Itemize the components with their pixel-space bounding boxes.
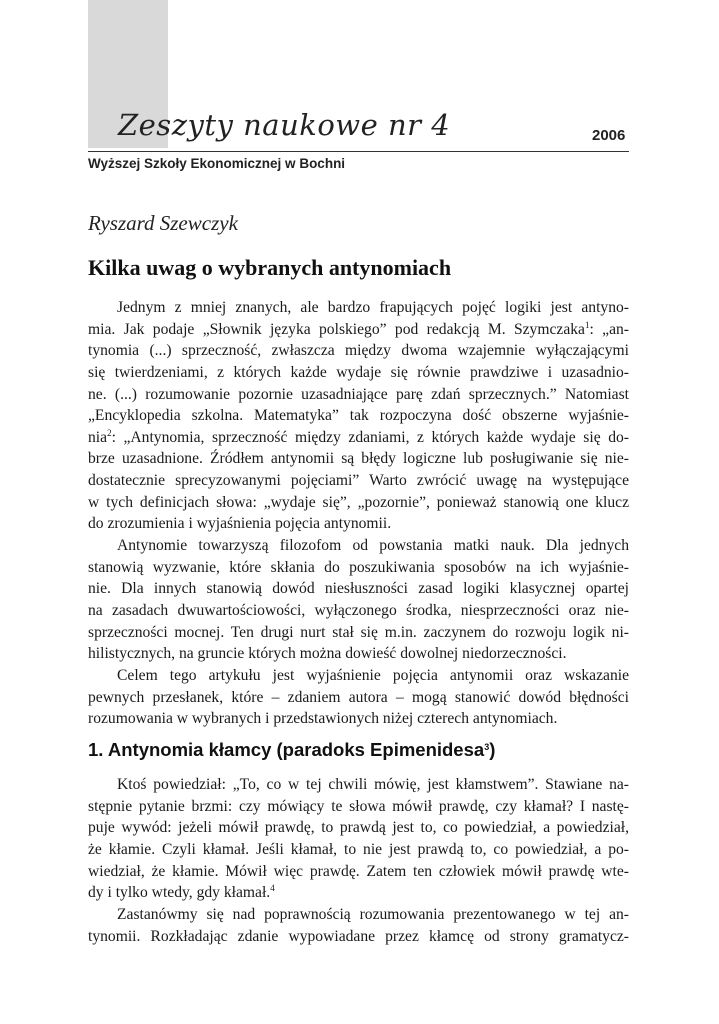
article-author: Ryszard Szewczyk bbox=[88, 211, 238, 235]
text-line: się twierdzeniami, z których każde wydaje się równie prawdziwe i uzasadnio- bbox=[88, 363, 629, 381]
paragraph-5 bbox=[88, 904, 629, 947]
text-line: tynomia (...) sprzeczność, zwłaszcza między dwoma wzajemnie wyłączającymi bbox=[88, 342, 629, 360]
text-line: dostatecznie sprecyzowanymi pojęciami” Warto zwrócić uwagę na występujące bbox=[88, 472, 629, 490]
text-line: w tych definicjach słowa: „wydaje się”, „pozornie”, ponieważ stanowią one klucz bbox=[88, 493, 629, 511]
text-line: tynomii. Rozkładając zdanie wypowiadane przez kłamcę od strony gramatycz- bbox=[88, 927, 629, 945]
text-line: hilistycznych, na gruncie których można dowieść dowolnej niedorzeczności. bbox=[88, 645, 567, 663]
text-line: Zastanówmy się nad poprawnością rozumowania prezentowanego w tej an- bbox=[117, 906, 629, 923]
paragraph-intro bbox=[88, 297, 629, 535]
paragraph-3 bbox=[88, 665, 629, 730]
text-line: brze uzasadnione. Źródłem antynomii są błędy logiczne lub posługiwanie się nie- bbox=[88, 450, 629, 468]
text-line: mia. Jak podaje „Słownik języka polskiego” pod redakcją M. Szymczaka$^1$: „an- bbox=[88, 319, 629, 338]
text-line: nie. Dla innych stanowią dowód niesłuszności zasad logiki klasycznej opartej bbox=[88, 580, 629, 598]
text-line: Ktoś powiedział: „To, co w tej chwili mówię, jest kłamstwem”. Stawiane na- bbox=[117, 776, 629, 793]
section-heading: 1. Antynomia kłamcy (paradoks Epimenidesa$^3$) bbox=[88, 739, 496, 760]
footnote-ref: 4 bbox=[270, 883, 275, 894]
text-line: stanowią wyzwanie, które skłania do poszukiwania sposobów na ich wyjaśnie- bbox=[88, 558, 629, 576]
text-line: „Encyklopedia szkolna. Matematyka” tak rozpoczyna dość obszerne wyjaśnie- bbox=[88, 407, 629, 425]
text-line: Celem tego artykułu jest wyjaśnienie pojęcia antynomii oraz wskazanie bbox=[117, 667, 629, 684]
journal-title: Zeszyty naukowe nr 4 bbox=[118, 108, 451, 142]
text-line: pewnych przesłanek, które – zdaniem autora – mogą stanowić dowód błędności bbox=[88, 688, 629, 706]
text-line: Jednym z mniej znanych, ale bardzo frapujących pojęć logiki jest antyno- bbox=[117, 299, 629, 316]
text-line: na zasadach dwuwartościowości, wyłączonego środka, niesprzeczności oraz nie- bbox=[88, 601, 629, 619]
journal-subtitle: Wyższej Szkoły Ekonomicznej w Bochni bbox=[88, 156, 346, 171]
text-line: że kłamie. Czyli kłamał. Jeśli kłamał, to nie jest prawdą to, co powiedział, a po- bbox=[88, 840, 629, 858]
text-line: stępnie pytanie brzmi: czy mówiący te słowa mówił prawdę, czy kłamał? I nastę- bbox=[88, 797, 629, 815]
text-line: nia$^2$: „Antynomia, sprzeczność między zdaniami, z których każde wydaje się do- bbox=[88, 427, 629, 446]
text-line: puje wywód: jeżeli mówił prawdę, to prawdą jest to, co powiedział, a powiedział, bbox=[88, 819, 629, 837]
footnote-ref: 2 bbox=[107, 427, 112, 438]
paragraph-2 bbox=[88, 535, 629, 665]
journal-year: 2006 bbox=[592, 127, 626, 144]
footnote-ref: 1 bbox=[584, 319, 590, 330]
header-rule bbox=[88, 151, 629, 152]
text-line: wiedział, że kłamie. Mówił więc prawdę. Zatem ten człowiek mówił prawdę wte- bbox=[88, 862, 629, 880]
paragraph-4 bbox=[88, 774, 629, 904]
text-line: do zrozumienia i wyjaśnienia pojęcia antynomii. bbox=[88, 515, 392, 533]
text-line: sprzeczności mocnej. Ten drugi nurt stał się m.in. zaczynem do rozwoju logik ni- bbox=[88, 623, 629, 641]
text-line: dy i tylko wtedy, gdy kłamał.$^4$ bbox=[88, 883, 275, 902]
text-line: Antynomie towarzyszą filozofom od powstania matki nauk. Dla jednych bbox=[117, 537, 629, 554]
text-line: ne. (...) rozumowanie pozornie uzasadniające parę zdań sprzecznych.” Natomiast bbox=[88, 385, 629, 403]
article-title: Kilka uwag o wybranych antynomiach bbox=[88, 255, 452, 280]
footnote-ref: 3 bbox=[484, 742, 490, 752]
text-line: rozumowania w wybranych i przedstawionych niżej czterech antynomiach. bbox=[88, 710, 558, 728]
